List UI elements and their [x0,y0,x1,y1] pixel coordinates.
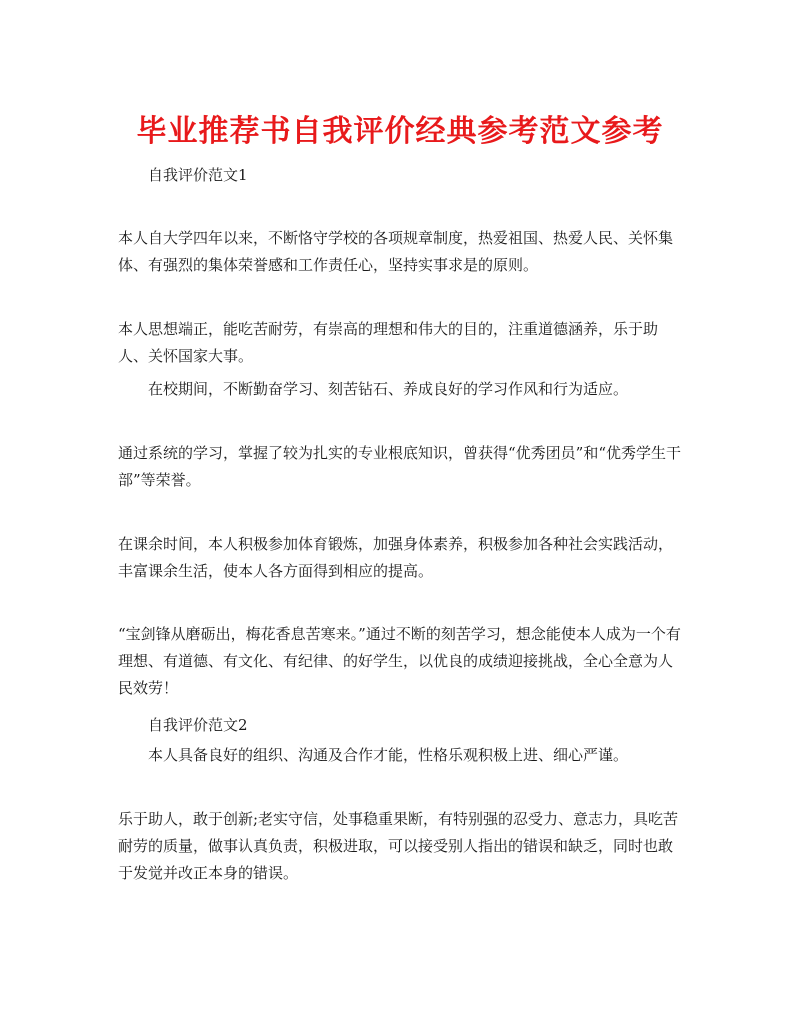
document-title: 毕业推荐书自我评价经典参考范文参考 [136,114,664,149]
section-heading-1: 自我评价范文1 [148,166,248,184]
paragraph: 本人自大学四年以来，不断恪守学校的各项规章制度，热爱祖国、热爱人民、关怀集体、有强烈的集体荣誉感和工作责任心，坚持实事求是的原则。 [118,229,674,274]
paragraph: “宝剑锋从磨砺出，梅花香息苦寒来。”通过不断的刻苦学习，想念能使本人成为一个有理想、有道德、有文化、有纪律、的好学生，以优良的成绩迎接挑战，全心全意为人民效劳！ [118,625,681,697]
paragraph: 本人具备良好的组织、沟通及合作才能，性格乐观积极上进、细心严谨。 [148,746,629,764]
paragraph: 乐于助人，敢于创新;老实守信，处事稳重果断，有特别强的忍受力、意志力，具吃苦耐劳的质量，做事认真负责，积极进取，可以接受别人指出的错误和缺乏，同时也敢于发觉并改正本身的错误。 [118,810,679,882]
paragraph: 在课余时间，本人积极参加体育锻炼，加强身体素养，积极参加各种社会实践活动，丰富课余生活，使本人各方面得到相应的提高。 [118,535,674,580]
paragraph: 本人思想端正，能吃苦耐劳，有崇高的理想和伟大的目的，注重道德涵养，乐于助人、关怀国家大事。 [118,320,659,365]
paragraph: 通过系统的学习，掌握了较为扎实的专业根底知识，曾获得“优秀团员”和“优秀学生干部”等荣誉。 [118,444,682,489]
section-heading-2: 自我评价范文2 [148,716,248,734]
paragraph: 在校期间，不断勤奋学习、刻苦钻石、养成良好的学习作风和行为适应。 [148,380,629,398]
